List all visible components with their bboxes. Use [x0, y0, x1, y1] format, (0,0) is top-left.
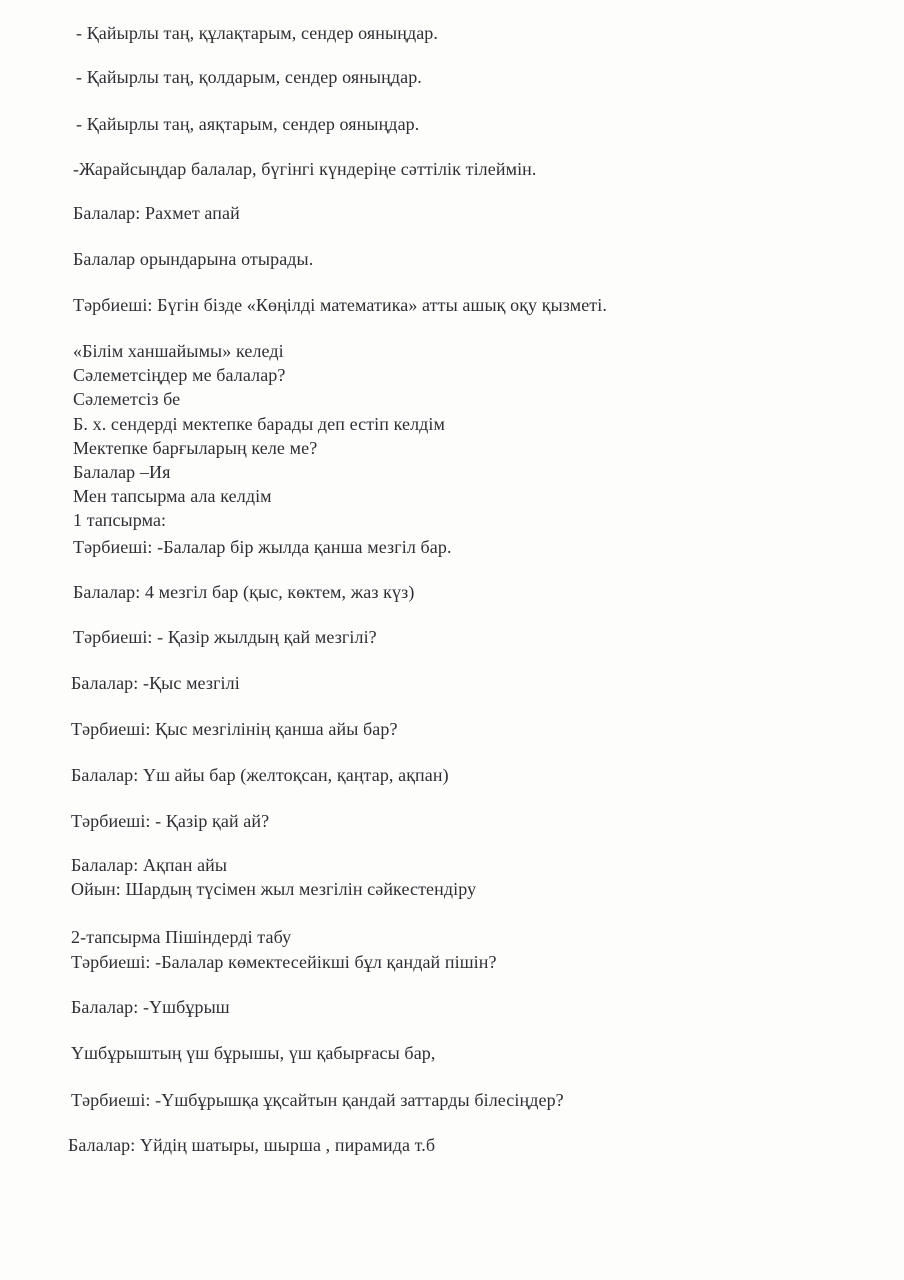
text-line: Мектепке барғыларың келе ме? [73, 438, 318, 458]
text-line: - Қайырлы таң, құлақтарым, сендер ояныңдар. [76, 23, 439, 43]
text-line: Балалар: 4 мезгіл бар (қыс, көктем, жаз күз) [73, 582, 415, 602]
text-line: - Қайырлы таң, қолдарым, сендер ояныңдар. [76, 67, 422, 87]
text-line: Балалар орындарына отырады. [73, 249, 314, 269]
text-line: Тәрбиеші: - Қазір жылдың қай мезгілі? [73, 627, 377, 647]
text-line: Балалар: -Үшбұрыш [71, 997, 230, 1017]
text-line: Ойын: Шардың түсімен жыл мезгілін сәйкестендіру [71, 879, 477, 899]
text-line: Балалар: Рахмет апай [73, 203, 240, 223]
text-line: Балалар –Ия [73, 462, 171, 482]
text-line: Балалар: Үйдің шатыры, шырша , пирамида т.б [68, 1135, 436, 1155]
text-line: Үшбұрыштың үш бұрышы, үш қабырғасы бар, [71, 1043, 436, 1063]
text-line: 2-тапсырма Пішіндерді табу [71, 927, 292, 947]
text-line: Балалар: Ақпан айы [71, 855, 228, 875]
text-line: Тәрбиеші: - Қазір қай ай? [71, 811, 270, 831]
text-line: Сәлеметсіз бе [73, 389, 181, 409]
text-line: Тәрбиеші: -Балалар көмектесейікші бұл қандай пішін? [71, 952, 497, 972]
text-line: Сәлеметсіңдер ме балалар? [73, 365, 286, 385]
text-line: Б. х. сендерді мектепке барады деп естіп келдім [73, 414, 446, 434]
text-line: Тәрбиеші: Бүгін бізде «Көңілді математика» атты ашық оқу қызметі. [73, 295, 607, 315]
text-line: Тәрбиеші: -Үшбұрышқа ұқсайтын қандай заттарды білесіңдер? [71, 1090, 564, 1110]
text-line: -Жарайсыңдар балалар, бүгінгі күндеріңе сәттілік тілеймін. [73, 159, 537, 179]
text-line: Мен тапсырма ала келдім [73, 486, 272, 506]
text-line: Тәрбиеші: -Балалар бір жылда қанша мезгіл бар. [73, 537, 452, 557]
text-line: Тәрбиеші: Қыс мезгілінің қанша айы бар? [71, 719, 398, 739]
text-line: Балалар: Үш айы бар (желтоқсан, қаңтар, ақпан) [71, 765, 449, 785]
text-line: - Қайырлы таң, аяқтарым, сендер ояныңдар. [76, 114, 420, 134]
text-line: Балалар: -Қыс мезгілі [71, 673, 240, 693]
text-line: «Білім ханшайымы» келеді [73, 341, 284, 361]
text-line: 1 тапсырма: [73, 510, 167, 530]
